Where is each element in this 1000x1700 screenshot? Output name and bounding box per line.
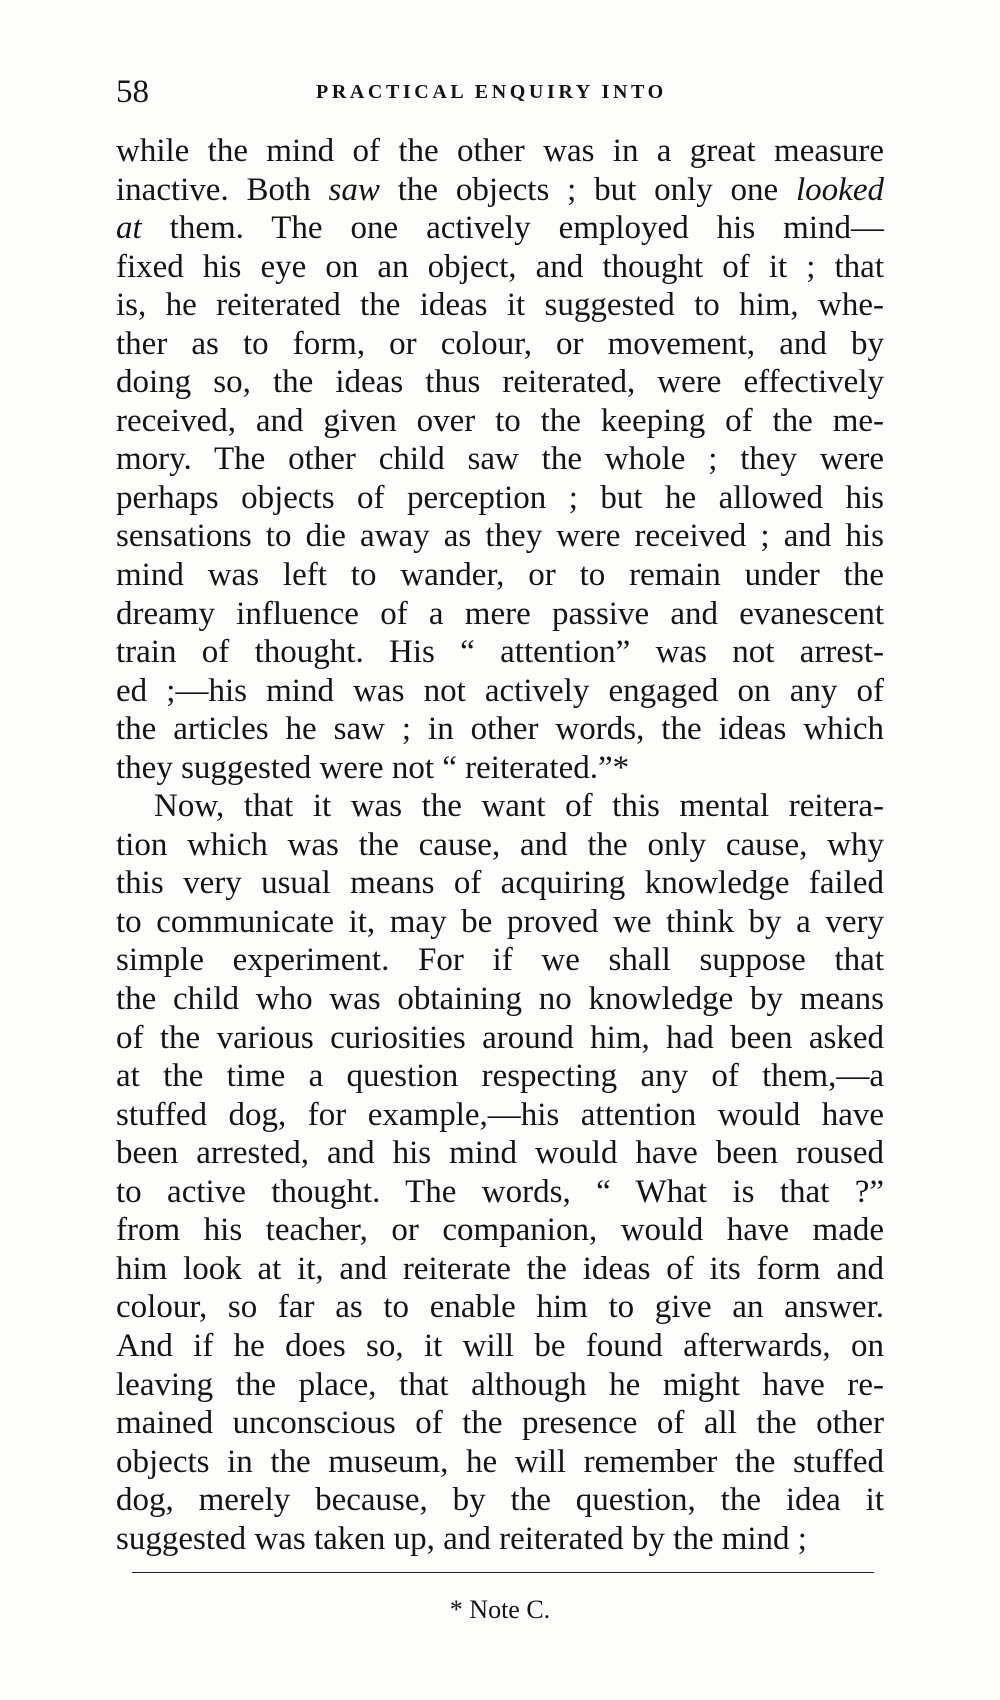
text-line xyxy=(116,440,884,479)
text-line xyxy=(116,864,884,903)
text-line xyxy=(116,517,884,556)
text-line xyxy=(116,1404,884,1443)
text-segment: ed ;—his mind was not actively engaged on any of xyxy=(116,672,884,709)
text-segment: they suggested were not “ reiterated.”* xyxy=(116,749,630,786)
text-segment: And if he does so, it will be found afterwards, on xyxy=(116,1327,884,1364)
text-segment: been arrested, and his mind would have been roused xyxy=(116,1135,884,1172)
text-segment: leaving the place, that although he might have re- xyxy=(116,1366,884,1403)
text-segment: colour, so far as to enable him to give an answer. xyxy=(116,1289,884,1326)
paragraph xyxy=(116,787,884,1558)
text-line xyxy=(116,980,884,1019)
text-segment: while the mind of the other was in a great measure xyxy=(116,133,884,169)
text-segment: Now, that it was the want of this mental reitera- xyxy=(154,788,884,825)
text-line xyxy=(116,556,884,595)
text-line xyxy=(116,132,884,171)
body-text xyxy=(116,132,884,1558)
text-segment: objects in the museum, he will remember the stuffed xyxy=(116,1443,884,1480)
text-line xyxy=(116,787,884,826)
text-line xyxy=(116,749,884,788)
text-segment: at the time a question respecting any of them,—a xyxy=(116,1058,884,1095)
text-segment: this very usual means of acquiring knowledge failed xyxy=(116,865,884,902)
text-segment: to active thought. The words, “ What is that ?” xyxy=(116,1173,884,1210)
text-segment: tion which was the cause, and the only cause, why xyxy=(116,826,884,863)
text-line xyxy=(116,1173,884,1212)
text-line xyxy=(116,1288,884,1327)
footnote-rule xyxy=(132,1572,874,1573)
text-segment: is, he reiterated the ideas it suggested to him, whe- xyxy=(116,287,884,324)
text-segment: of the various curiosities around him, had been asked xyxy=(116,1019,884,1056)
text-segment: mained unconscious of the presence of all the other xyxy=(116,1405,884,1442)
text-line xyxy=(116,633,884,672)
text-line xyxy=(116,1211,884,1250)
text-line xyxy=(116,248,884,287)
text-segment: the objects ; but only one xyxy=(379,171,797,208)
text-segment: mind was left to wander, or to remain under the xyxy=(116,557,884,594)
text-segment: train of thought. His “ attention” was not arrest- xyxy=(116,634,884,671)
text-line xyxy=(116,325,884,364)
text-line xyxy=(116,1019,884,1058)
text-line xyxy=(116,903,884,942)
italic-text: at xyxy=(116,210,142,247)
text-line xyxy=(116,209,884,248)
text-line xyxy=(116,595,884,634)
text-line xyxy=(116,1366,884,1405)
paragraph xyxy=(116,132,884,787)
text-line xyxy=(116,826,884,865)
text-line xyxy=(116,171,884,210)
text-segment: him look at it, and reiterate the ideas of its form and xyxy=(116,1250,884,1287)
text-line xyxy=(116,1134,884,1173)
text-segment: simple experiment. For if we shall suppose that xyxy=(116,942,884,979)
page-header xyxy=(116,70,876,114)
text-segment: stuffed dog, for example,—his attention would have xyxy=(116,1096,884,1133)
text-segment: from his teacher, or companion, would have made xyxy=(116,1212,884,1249)
text-segment: them. The one actively employed his mind— xyxy=(141,210,884,247)
text-line xyxy=(116,402,884,441)
text-line xyxy=(116,1057,884,1096)
text-line xyxy=(116,1520,884,1559)
text-line xyxy=(116,672,884,711)
text-line xyxy=(116,363,884,402)
text-line xyxy=(116,1443,884,1482)
page-number: 58 xyxy=(116,74,149,110)
text-segment: received, and given over to the keeping of the me- xyxy=(116,402,884,439)
text-segment: dog, merely because, by the question, the idea it xyxy=(116,1482,884,1519)
text-line xyxy=(116,941,884,980)
text-segment: ther as to form, or colour, or movement, and by xyxy=(116,325,884,362)
text-segment: the child who was obtaining no knowledge by means xyxy=(116,981,884,1018)
text-segment: suggested was taken up, and reiterated by the mind ; xyxy=(116,1520,807,1557)
text-segment: sensations to die away as they were received ; and his xyxy=(116,518,884,555)
text-segment: to communicate it, may be proved we think by a very xyxy=(116,903,884,940)
text-line xyxy=(116,286,884,325)
text-segment: perhaps objects of perception ; but he allowed his xyxy=(116,479,884,516)
text-line xyxy=(116,1250,884,1289)
text-segment: doing so, the ideas thus reiterated, were effectively xyxy=(116,364,884,401)
text-line xyxy=(116,1096,884,1135)
text-segment: fixed his eye on an object, and thought of it ; that xyxy=(116,248,884,285)
italic-text: saw xyxy=(328,171,380,208)
text-segment: the articles he saw ; in other words, the ideas which xyxy=(116,711,884,748)
text-line xyxy=(116,710,884,749)
text-line xyxy=(116,479,884,518)
text-segment: mory. The other child saw the whole ; they were xyxy=(116,441,884,478)
footnote: * Note C. xyxy=(449,1595,551,1624)
running-title: PRACTICAL ENQUIRY INTO xyxy=(316,81,667,103)
text-line xyxy=(116,1481,884,1520)
text-segment: inactive. Both xyxy=(116,171,329,208)
text-line xyxy=(116,1327,884,1366)
text-segment: dreamy influence of a mere passive and evanescent xyxy=(116,595,884,632)
italic-text: looked xyxy=(796,171,884,208)
